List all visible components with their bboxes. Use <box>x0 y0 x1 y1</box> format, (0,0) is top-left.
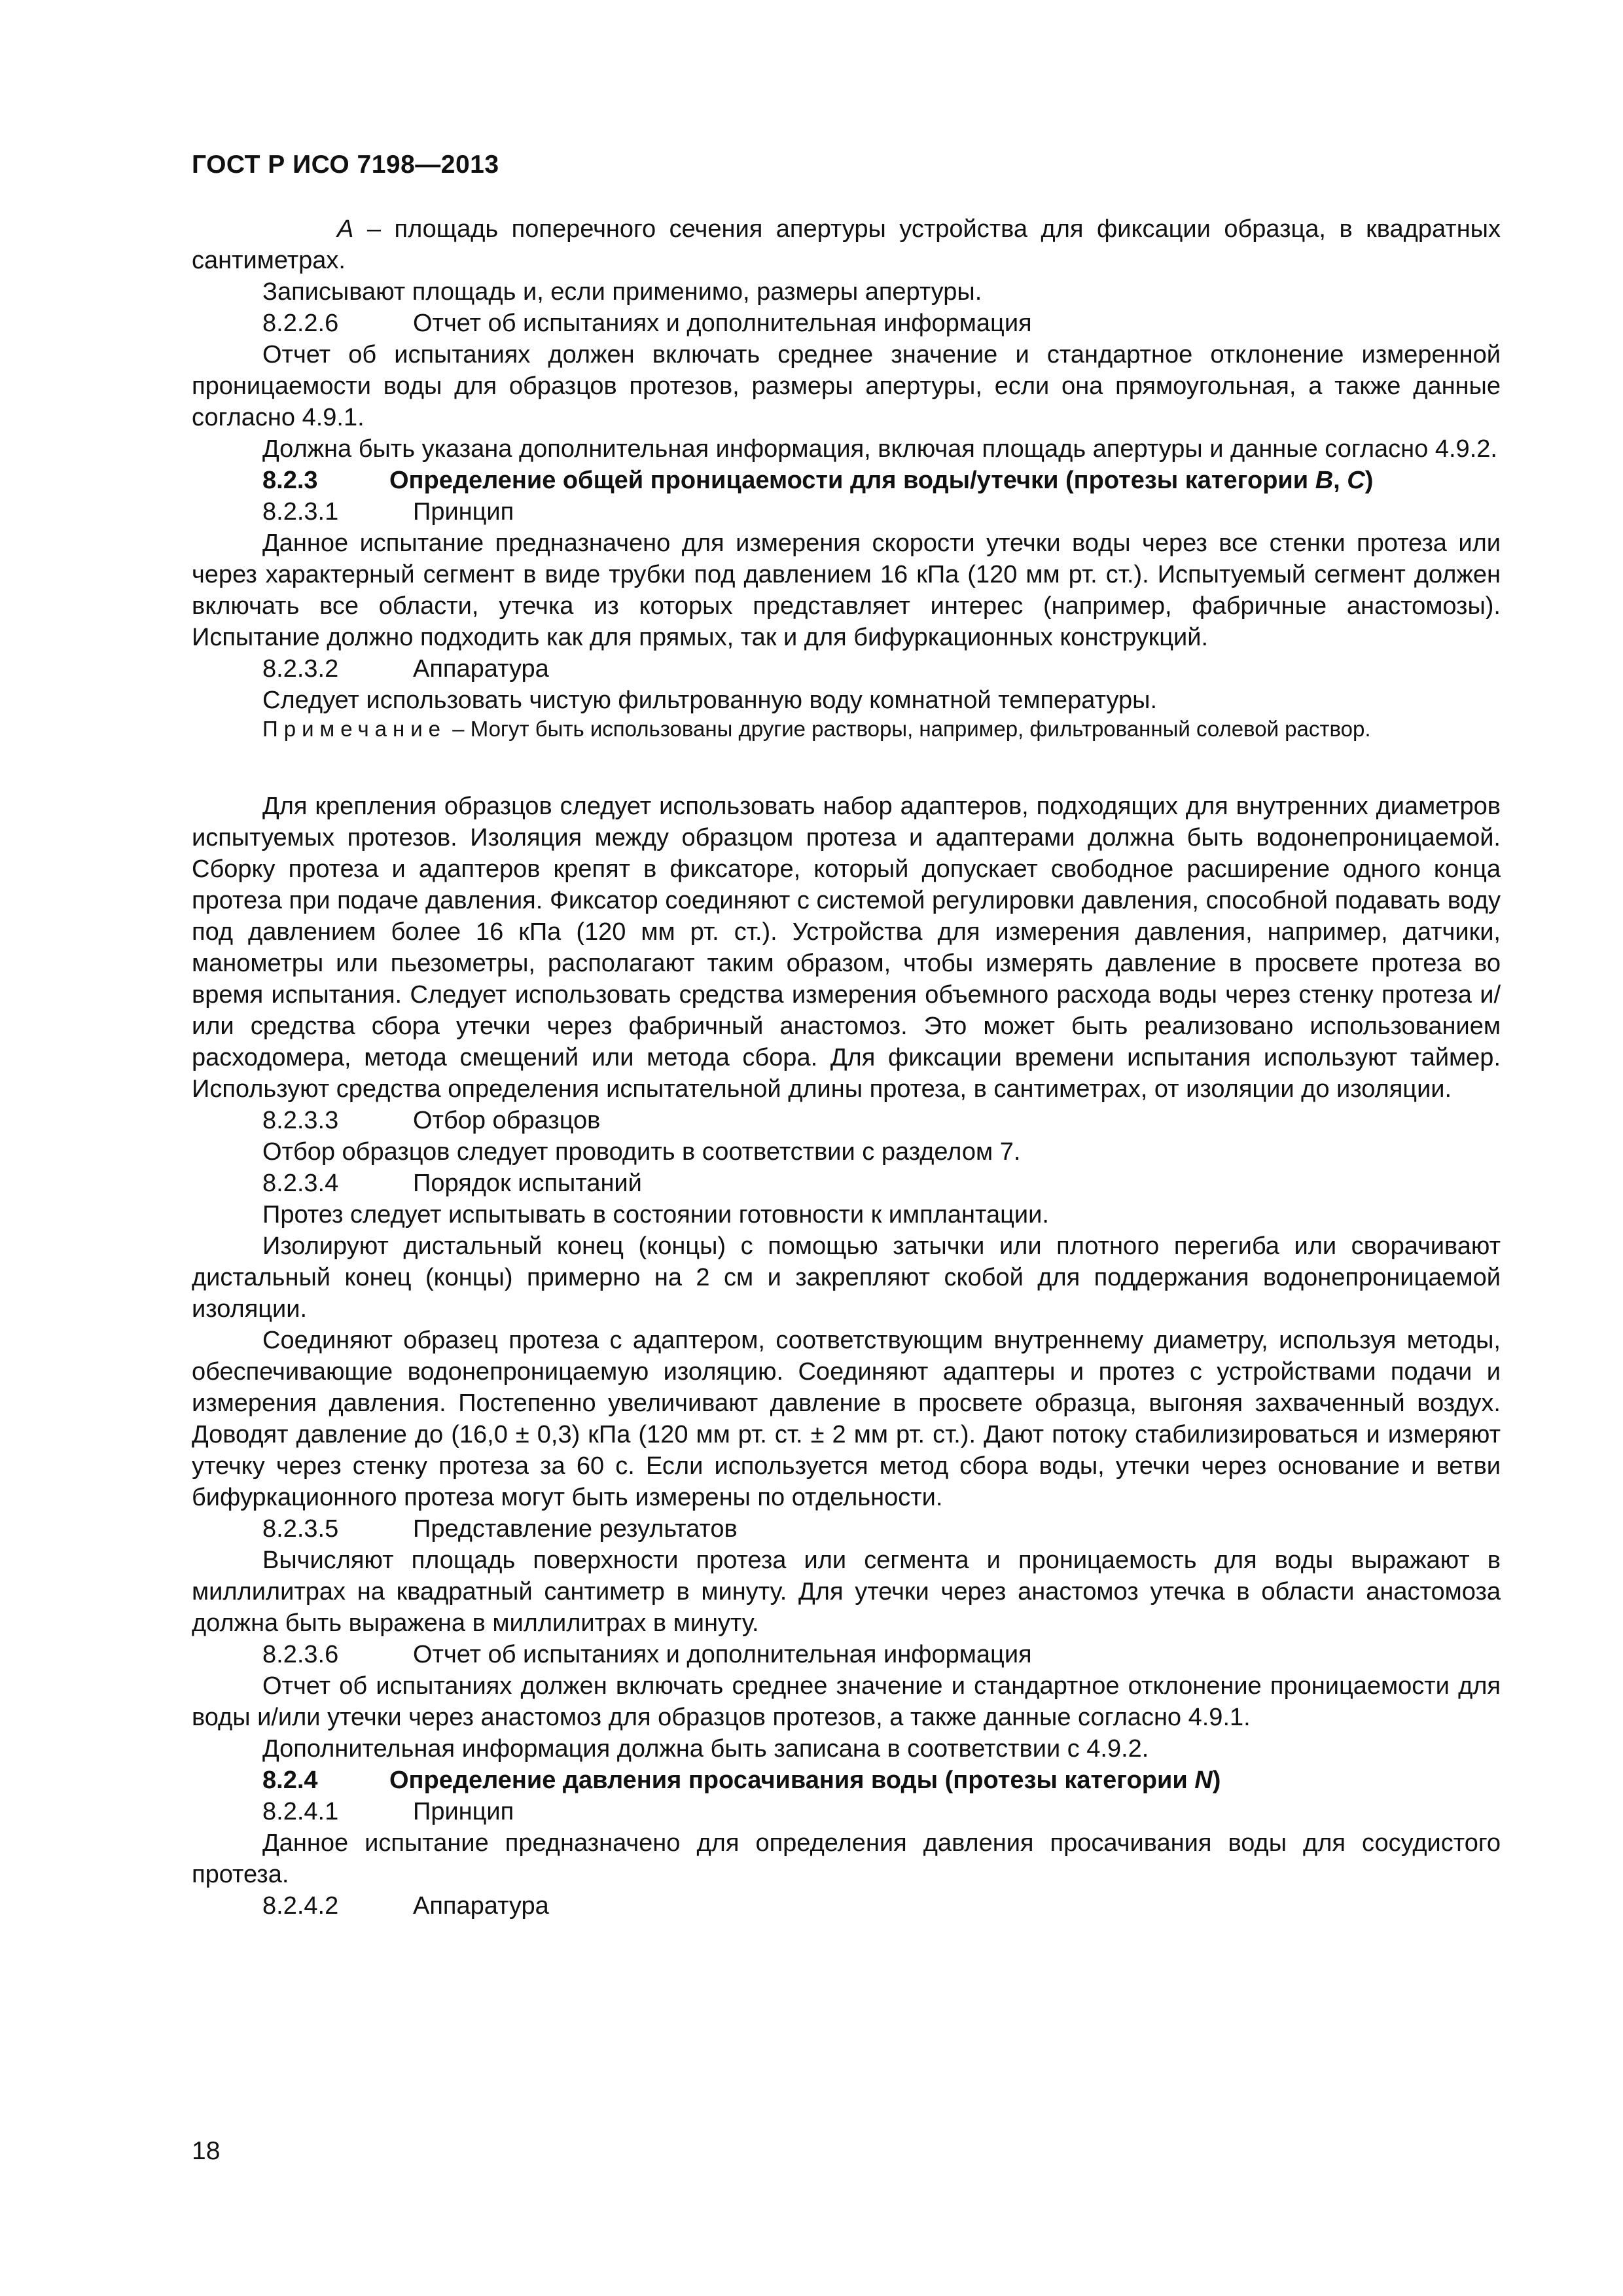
paragraph: Соединяют образец протеза с адаптером, соответствующим внутреннему диаметру, используя методы, обеспечивающие водонепроницаемую изоляцию. Соединяют адаптеры и протез с устройствами подачи и измерения давления. Постепенно увеличивают давление в просвете образца, выгоняя захваченный воздух. Доводят давление до (16,0 ± 0,3) кПа (120 мм рт. ст. ± 2 мм рт. ст.). Дают потоку стабилизироваться и измеряют утечку через стенку протеза за 60 с. Если используется метод сбора воды, утечки через основание и ветви бифуркационного протеза могут быть измерены по отдельности. <box>192 1327 1501 1511</box>
paragraph: Дополнительная информация должна быть записана в соответствии с 4.9.2. <box>262 1735 1149 1763</box>
note <box>192 716 1501 742</box>
section-heading <box>192 465 1501 496</box>
paragraph: Для крепления образцов следует использовать набор адаптеров, подходящих для внутренних диаметров испытуемых протезов. Изоляция между образцом протеза и адаптерами должна быть водонепроницаемой. Сборку протеза и адаптеров крепят в фиксаторе, который допускает свободное расширение одного конца протеза при подаче давления. Фиксатор соединяют с системой регулировки давления, способной подавать воду под давлением более 16 кПа (120 мм рт. ст.). Устройства для измерения давления, например, датчики, манометры или пьезометры, располагают таким образом, чтобы измерять давление в просвете протеза во время испытания. Следует использовать средства измерения объемного расхода воды через стенку протеза и/или средства сбора утечки через фабричный анастомоз. Это может быть реализовано использованием расходомера, метода смещений или метода сбора. Для фиксации времени испытания используют таймер. Используют средства определения испытательной длины протеза, в сантиметрах, от изоляции до изоляции. <box>192 793 1501 1103</box>
section-number: 8.2.2.6 <box>262 310 339 337</box>
page-number: 18 <box>192 2137 221 2165</box>
section-heading <box>192 1796 1501 1827</box>
paragraph: Изолируют дистальный конец (концы) с помощью затычки или плотного перегиба или сворачивают дистальный конец (концы) примерно на 2 см и закрепляют скобой для поддержания водонепроницаемой изоляции. <box>192 1232 1501 1323</box>
paragraph: Данное испытание предназначено для измерения скорости утечки воды через все стенки протеза или через характерный сегмент в виде трубки под давлением 16 кПа (120 мм рт. ст.). Испытуемый сегмент должен включать все области, утечка из которых представляет интерес (например, фабричные анастомозы). Испытание должно подходить как для прямых, так и для бифуркационных конструкций. <box>192 529 1501 651</box>
section-heading <box>192 1639 1501 1670</box>
paragraph <box>192 213 1501 276</box>
paragraph: Должна быть указана дополнительная информация, включая площадь апертуры и данные согласно 4.9.2. <box>262 435 1497 463</box>
section-title: Определение общей проницаемости для воды/утечки (протезы категории <box>389 467 1315 494</box>
section-number: 8.2.3.2 <box>262 655 339 683</box>
section-title: Отчет об испытаниях и дополнительная информация <box>413 310 1032 337</box>
category-c: C <box>1347 467 1365 494</box>
section-title: Аппаратура <box>413 655 549 683</box>
section-title: Аппаратура <box>413 1892 549 1920</box>
section-number: 8.2.4 <box>262 1767 318 1794</box>
section-heading <box>192 496 1501 528</box>
paragraph: Отчет об испытаниях должен включать среднее значение и стандартное отклонение измеренной проницаемости воды для образцов протезов, размеры апертуры, если она прямоугольная, а также данные согласно 4.9.1. <box>192 341 1501 431</box>
section-heading <box>192 653 1501 685</box>
paragraph: Записывают площадь и, если применимо, размеры апертуры. <box>262 278 982 306</box>
paragraph: Отчет об испытаниях должен включать среднее значение и стандартное отклонение проницаемости для воды и/или утечки через анастомоз для образцов протезов, а также данные согласно 4.9.1. <box>192 1672 1501 1731</box>
note-label: Примечание <box>262 717 447 741</box>
section-number: 8.2.3 <box>262 467 318 494</box>
document-header: ГОСТ Р ИСО 7198—2013 <box>192 151 499 179</box>
paragraph: Следует использовать чистую фильтрованную воду комнатной температуры. <box>262 687 1157 714</box>
section-heading <box>192 1105 1501 1136</box>
paragraph: Вычисляют площадь поверхности протеза или сегмента и проницаемость для воды выражают в миллилитрах на квадратный сантиметр в минуту. Для утечки через анастомоз утечка в области анастомоза должна быть выражена в миллилитрах в минуту. <box>192 1547 1501 1637</box>
section-number: 8.2.4.1 <box>262 1798 339 1825</box>
section-heading <box>192 1890 1501 1922</box>
section-title: Отбор образцов <box>413 1107 601 1134</box>
paragraph: Отбор образцов следует проводить в соответствии с разделом 7. <box>262 1138 1021 1166</box>
section-heading <box>192 1168 1501 1199</box>
section-heading <box>192 1513 1501 1545</box>
category-n: N <box>1194 1767 1213 1794</box>
section-title: Порядок испытаний <box>413 1170 642 1197</box>
paragraph-text: – площадь поперечного сечения апертуры устройства для фиксации образца, в квадратных сантиметрах. <box>192 215 1501 274</box>
paragraph: Протез следует испытывать в состоянии готовности к имплантации. <box>262 1201 1049 1229</box>
document-body <box>192 213 1501 1922</box>
section-number: 8.2.3.6 <box>262 1641 339 1668</box>
section-title: Определение давления просачивания воды (протезы категории <box>389 1767 1195 1794</box>
section-number: 8.2.3.1 <box>262 498 339 526</box>
section-title: Отчет об испытаниях и дополнительная информация <box>413 1641 1032 1668</box>
section-heading <box>192 1765 1501 1796</box>
note-text: – Могут быть использованы другие растворы, например, фильтрованный солевой раствор. <box>446 717 1371 741</box>
section-title: Представление результатов <box>413 1515 738 1543</box>
section-number: 8.2.3.3 <box>262 1107 339 1134</box>
paragraph: Данное испытание предназначено для определения давления просачивания воды для сосудистого протеза. <box>192 1829 1501 1888</box>
separator: , <box>1333 467 1347 494</box>
category-b: B <box>1315 467 1334 494</box>
section-heading <box>192 308 1501 339</box>
close-paren: ) <box>1364 467 1374 494</box>
close-paren: ) <box>1212 1767 1221 1794</box>
variable-symbol: А <box>337 215 354 243</box>
section-number: 8.2.4.2 <box>262 1892 339 1920</box>
section-number: 8.2.3.4 <box>262 1170 339 1197</box>
section-title: Принцип <box>413 1798 514 1825</box>
section-title: Принцип <box>413 498 514 526</box>
section-number: 8.2.3.5 <box>262 1515 339 1543</box>
